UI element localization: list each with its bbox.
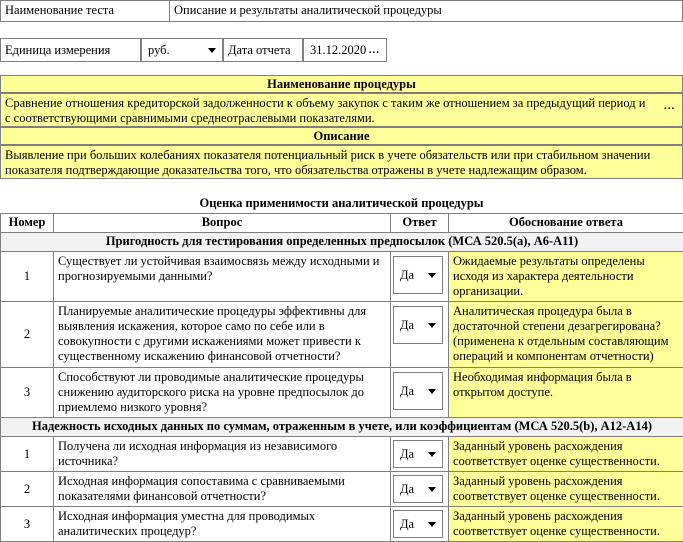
answer-select[interactable] <box>393 440 443 468</box>
section-row <box>1 418 683 437</box>
chevron-down-icon <box>428 273 436 278</box>
column-header-answer: Ответ <box>391 214 449 233</box>
row-reason[interactable]: Аналитическая процедура была в достаточной степени дезагрегирована? (применена к отдельным составляющим операций и компонентам отчетности) <box>449 302 683 368</box>
unit-select[interactable] <box>141 38 223 62</box>
row-answer-cell <box>391 252 449 302</box>
section-row <box>1 233 683 252</box>
table-row <box>1 437 683 472</box>
row-answer-cell <box>391 437 449 472</box>
chevron-down-icon <box>428 487 436 492</box>
table-row <box>1 252 683 302</box>
answer-select[interactable] <box>393 306 443 344</box>
row-reason[interactable]: Заданный уровень расхождения соответствует оценке существенности. <box>449 507 683 542</box>
column-header-question: Вопрос <box>54 214 391 233</box>
procedure-name-text: Сравнение отношения кредиторской задолженности к объему закупок с таким же отношением за предыдущий период и с соответствующими сравнимыми среднеотраслевыми показателями. <box>0 93 683 127</box>
unit-select-value: руб. <box>148 43 170 58</box>
row-reason[interactable]: Необходимая информация была в открытом доступе. <box>449 368 683 418</box>
answer-select[interactable] <box>393 372 443 410</box>
answer-select[interactable] <box>393 256 443 294</box>
answer-value: Да <box>400 482 414 497</box>
row-reason[interactable]: Ожидаемые результаты определены исходя из характера деятельности организации. <box>449 252 683 302</box>
row-question: Получена ли исходная информация из независимого источника? <box>54 437 391 472</box>
row-answer-cell <box>391 507 449 542</box>
answer-value: Да <box>400 268 414 283</box>
answer-value: Да <box>400 318 414 333</box>
row-answer-cell <box>391 302 449 368</box>
row-question: Существует ли устойчивая взаимосвязь между исходными и прогнозируемыми данными? <box>54 252 391 302</box>
date-field[interactable] <box>303 38 387 62</box>
table-header-row <box>1 214 683 233</box>
row-question: Способствуют ли проводимые аналитические процедуры снижению аудиторского риска на уровне предпосылок до приемлемо низкого уровня? <box>54 368 391 418</box>
section-title: Надежность исходных данных по суммам, отраженным в учете, или коэффициентам (МСА 520.5(b), А12-А14) <box>1 418 683 437</box>
table-row <box>1 507 683 542</box>
row-number: 2 <box>1 302 54 368</box>
chevron-down-icon <box>208 48 216 53</box>
chevron-down-icon <box>428 389 436 394</box>
assessment-table <box>0 213 683 542</box>
table-row <box>1 368 683 418</box>
row-number: 1 <box>1 437 54 472</box>
procedure-edit-button[interactable]: ... <box>664 100 675 112</box>
column-header-number: Номер <box>1 214 54 233</box>
answer-select[interactable] <box>393 475 443 503</box>
section-title: Пригодность для тестирования определенных предпосылок (МСА 520.5(а), А6-А11) <box>1 233 683 252</box>
assessment-title: Оценка применимости аналитической процедуры <box>0 196 683 211</box>
row-answer-cell <box>391 472 449 507</box>
date-picker-button[interactable]: ... <box>369 44 380 56</box>
row-number: 1 <box>1 252 54 302</box>
description-text: Выявление при больших колебаниях показателя потенциальный риск в учете обязательств или при стабильном значении показателя подтверждающие доказательства того, что обязательства отражены в учете надлежащим образом. <box>0 145 683 179</box>
table-row <box>1 302 683 368</box>
unit-label: Единица измерения <box>0 38 141 62</box>
row-question: Исходная информация уместна для проводимых аналитических процедур? <box>54 507 391 542</box>
row-number: 2 <box>1 472 54 507</box>
chevron-down-icon <box>428 452 436 457</box>
chevron-down-icon <box>428 323 436 328</box>
test-name-value: Описание и результаты аналитической процедуры <box>169 0 683 22</box>
row-question: Исходная информация сопоставима с сравниваемыми показателями финансовой отчетности? <box>54 472 391 507</box>
row-reason[interactable]: Заданный уровень расхождения соответствует оценке существенности. <box>449 437 683 472</box>
row-question: Планируемые аналитические процедуры эффективны для выявления искажения, которое само по себе или в совокупности с другими искажениями может привести к существенному искажению финансовой отчетности? <box>54 302 391 368</box>
chevron-down-icon <box>428 522 436 527</box>
table-row <box>1 472 683 507</box>
description-header: Описание <box>0 127 683 145</box>
row-answer-cell <box>391 368 449 418</box>
answer-value: Да <box>400 447 414 462</box>
date-value: 31.12.2020 <box>310 43 366 58</box>
date-label: Дата отчета <box>223 38 303 62</box>
row-number: 3 <box>1 368 54 418</box>
column-header-reason: Обоснование ответа <box>449 214 683 233</box>
row-reason[interactable]: Заданный уровень расхождения соответствует оценке существенности. <box>449 472 683 507</box>
answer-value: Да <box>400 384 414 399</box>
answer-value: Да <box>400 517 414 532</box>
procedure-name-header: Наименование процедуры <box>0 75 683 93</box>
test-name-label: Наименование теста <box>0 0 170 22</box>
row-number: 3 <box>1 507 54 542</box>
